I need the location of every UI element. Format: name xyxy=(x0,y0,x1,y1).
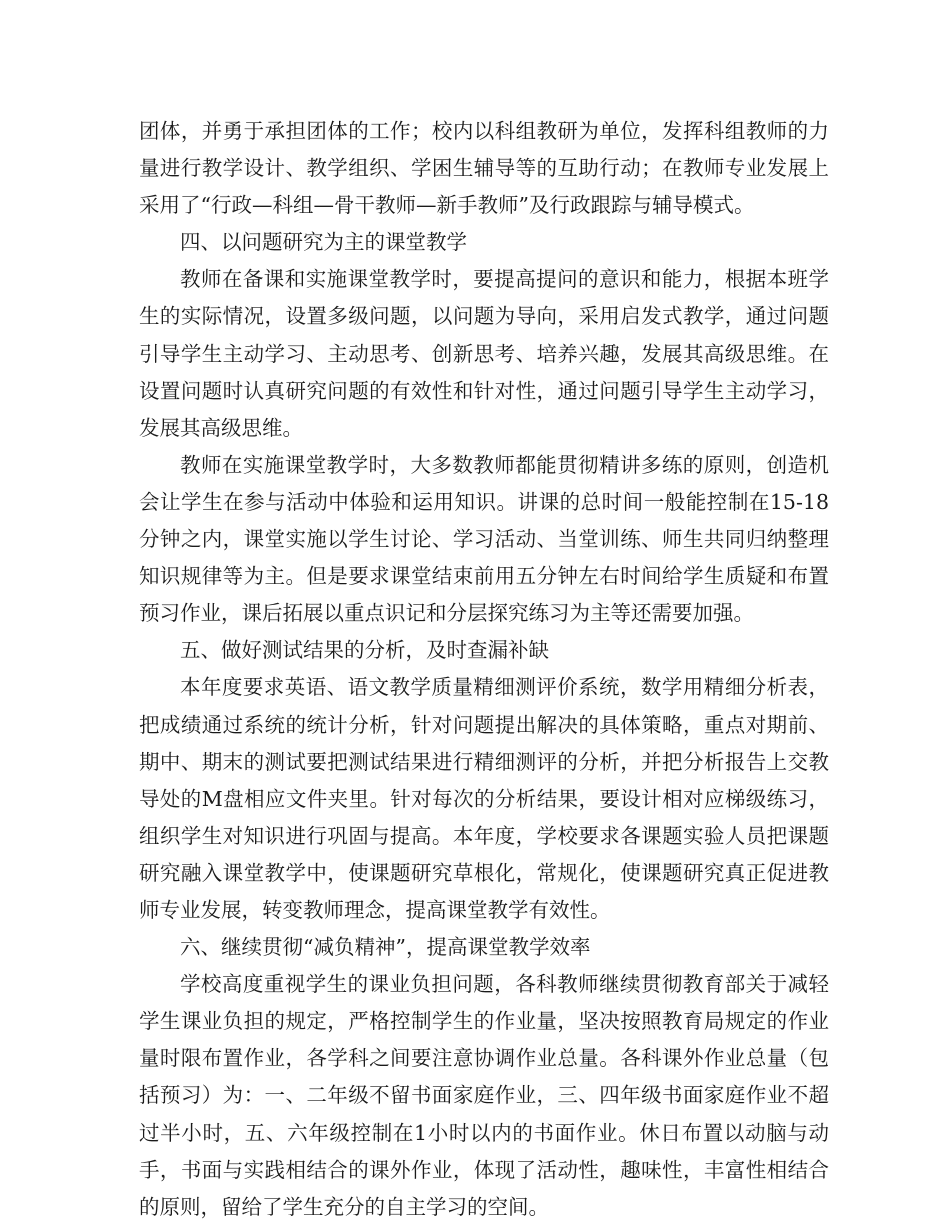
paragraph-classroom-practice: 教师在实施课堂教学时，大多数教师都能贯彻精讲多练的原则，创造机会让学生在参与活动中体验和运用知识。讲课的总时间一般能控制在15-18分钟之内，课堂实施以学生讨论、学习活动、当堂训练、师生共同归纳整理知识规律等为主。但是要求课堂结束前用五分钟左右时间给学生质疑和布置预习作业，课后拓展以重点识记和分层探究练习为主等还需要加强。 xyxy=(139,452,829,626)
section-heading-4: 四、以问题研究为主的课堂教学 xyxy=(180,230,467,255)
paragraph-team-collaboration: 团体，并勇于承担团体的工作；校内以科组教研为单位，发挥科组教师的力量进行教学设计、教学组织、学困生辅导等的互助行动；在教师专业发展上采用了“行政—科组—骨干教师—新手教师”及行政跟踪与辅导模式。 xyxy=(139,119,829,218)
paragraph-test-analysis: 本年度要求英语、语文教学质量精细测评价系统，数学用精细分析表，把成绩通过系统的统计分析，针对问题提出解决的具体策略，重点对期前、期中、期末的测试要把测试结果进行精细测评的分析，并把分析报告上交教导处的M盘相应文件夹里。针对每次的分析结果，要设计相对应梯级练习，组织学生对知识进行巩固与提高。本年度，学校要求各课题实验人员把课题研究融入课堂教学中，使课题研究草根化，常规化，使课题研究真正促进教师专业发展，转变教师理念，提高课堂教学有效性。 xyxy=(139,675,829,922)
section-heading-6: 六、继续贯彻“减负精神”，提高课堂教学效率 xyxy=(180,935,591,960)
document-body xyxy=(139,113,829,1226)
section-heading-5: 五、做好测试结果的分析，及时查漏补缺 xyxy=(180,638,549,663)
paragraph-workload-reduction: 学校高度重视学生的课业负担问题，各科教师继续贯彻教育部关于减轻学生课业负担的规定，严格控制学生的作业量，坚决按照教育局规定的作业量时限布置作业，各学科之间要注意协调作业总量。各科课外作业总量（包括预习）为：一、二年级不留书面家庭作业，三、四年级书面家庭作业不超过半小时，五、六年级控制在1小时以内的书面作业。休日布置以动脑与动手，书面与实践相结合的课外作业，体现了活动性，趣味性，丰富性相结合的原则，留给了学生充分的自主学习的空间。 xyxy=(139,972,829,1219)
paragraph-questioning: 教师在备课和实施课堂教学时，要提高提问的意识和能力，根据本班学生的实际情况，设置多级问题，以问题为导向，采用启发式教学，通过问题引导学生主动学习、主动思考、创新思考、培养兴趣，发展其高级思维。在设置问题时认真研究问题的有效性和针对性，通过问题引导学生主动学习，发展其高级思维。 xyxy=(139,267,829,440)
